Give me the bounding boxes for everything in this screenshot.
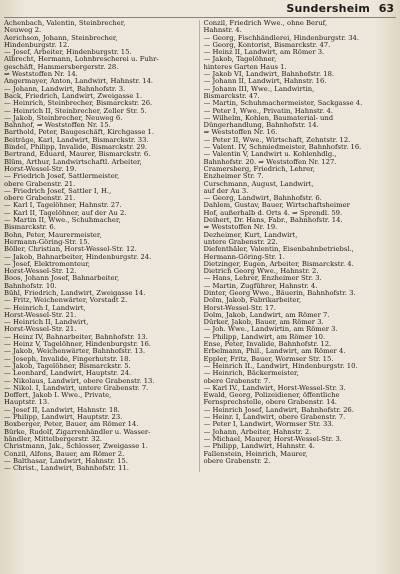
directory-entry-line: Christmann, Jak., Schlosser, Zweigasse 1. (4, 443, 148, 451)
directory-entry-line: hinteres Garten Haus 1. (203, 63, 287, 71)
directory-entry-line: Beiträge, Karl, Landwirt, Bismarckstr. 33. (4, 136, 149, 144)
directory-entry-line: Doffert, Jakob I. Wwe., Private, (4, 392, 112, 400)
directory-entry-line: Angermayer, Anton, Landwirt, Hahnstr. 14. (4, 78, 154, 86)
page-title: Sundersheim (286, 2, 370, 15)
directory-entry-line: — Josef, Elektromonteur, (4, 260, 90, 268)
directory-entry-line: — Karl I, Tagelöhner, Hahnstr. 27. (4, 202, 122, 210)
right-column (200, 20, 397, 472)
directory-entry-line: — Georg, Fischhändlerei, Hindenburgstr. 34. (203, 34, 360, 42)
directory-entry-line: Erbelmann, Phil., Landwirt, am Römer 4. (203, 348, 346, 356)
directory-entry-line: — Johann, Arbeiter, Hahnstr. 2. (203, 428, 312, 436)
directory-entry-line: Horst-Wessel-Str. 21. (4, 326, 77, 334)
directory-entry-line: obere Grabenstr. 7. (203, 377, 271, 385)
directory-entry-line: Achenbach, Valentin, Steinbrecher, (4, 20, 126, 27)
directory-entry-line: — Heinrich II, Steinbrecher, Zeller Str. 5. (4, 107, 147, 115)
directory-entry-line: — Nikol. I, Landwirt, untere Grabenstr. 7. (4, 384, 149, 392)
directory-entry-line: — Georg, Landwirt, Bahnhofstr. 6. (203, 195, 322, 203)
directory-entry-line: Diefenthäler, Valentin, Eisenbahnbetriebsl., (203, 246, 354, 254)
directory-entry-line: geschäft, Hammersbergerstr. 28. (4, 63, 119, 71)
directory-entry-line: Fernsprechstelle, obere Grabenstr. 14. (203, 399, 337, 407)
directory-entry-line: — Josef, Arbeiter, Hindenburgstr. 15. (4, 49, 132, 57)
directory-entry-line: Bohn, Peter, Maurermeister, (4, 231, 102, 239)
directory-entry-line: — Jakob, Weichenwärter, Bahnhofstr. 13. (4, 348, 146, 356)
directory-entry-line: Bismarckstr. 47. (203, 92, 260, 100)
directory-entry-line: Bürke, Rudolf, Zigarrenhändler u. Wasser- (4, 428, 151, 436)
directory-columns (4, 20, 396, 472)
directory-entry-line: — Jakob, Bahnarbeiter, Hindenburgstr. 24. (4, 253, 152, 261)
directory-entry-line: — Heinrich I, Landwirt, (4, 304, 86, 312)
directory-entry-line: Neuweg 2. (4, 27, 42, 35)
directory-entry-line: obere Grabenstr. 2. (203, 457, 271, 465)
directory-entry-line: obere Grabenstr. 21. (4, 180, 76, 188)
directory-entry-line: Hermann-Göring-Str. 1. (203, 253, 285, 261)
directory-entry-line: Dietrich Georg Wwe., Hahnstr. 2. (203, 268, 319, 276)
directory-entry-line: — Balthasar, Landwirt, Hahnstr. 15. (4, 457, 128, 465)
directory-entry-line: — Christ., Landwirt, Bahnhofstr. 11. (4, 465, 129, 473)
directory-entry-line: — Georg, Kontorist, Bismarckstr. 47. (203, 41, 331, 49)
directory-entry-line: Bertrand, Eduard, Maurer, Bismarckstr. 6. (4, 151, 151, 159)
directory-entry-line: Aerichson, Johann, Steinbrecher, (4, 34, 118, 42)
directory-entry-line: — Heinrich II, Landwirt, (4, 319, 89, 327)
directory-entry-line: — Leonhard, Landwirt, Hauptstr. 24. (4, 370, 132, 378)
directory-entry-line: — Philipp, Landwirt, Hahnstr. 4. (203, 443, 315, 451)
directory-entry-line: — Jakob, Steinbrecher, Neuweg 6. (4, 114, 123, 122)
directory-entry-line: Eppler, Fritz, Bauer, Wormser Str. 15. (203, 355, 334, 363)
directory-entry-line: — Heinr. I, Landwirt, obere Grabenstr. 7. (203, 414, 346, 422)
directory-entry-line: Dezheimer, Kurt, Landwirt, (203, 231, 298, 239)
directory-entry-line: — Fritz, Weichenwärter, Vorstadt 2. (4, 297, 128, 305)
directory-entry-line: — Jakob VI, Landwirt, Bahnhofstr. 18. (203, 71, 335, 79)
directory-entry-line: Hermann-Göring-Str. 15. (4, 238, 90, 246)
directory-entry-line: händler, Mittelbergerstr. 32. (4, 435, 103, 443)
directory-entry-line: — Friedrich Josef, Sattler I, H., (4, 187, 112, 195)
directory-entry-line: — Nikolaus, Landwirt, obere Grabenstr. 13. (4, 377, 155, 385)
directory-entry-line: auf der Au 3. (203, 187, 249, 195)
directory-entry-line: Dietzinger, Eugen, Arbeiter, Bismarckstr. 4. (203, 260, 354, 268)
directory-entry-line: Horst-Wessel-Str. 17. (203, 304, 276, 312)
directory-entry-line: obere Grabenstr. 21. (4, 195, 76, 203)
directory-entry-line: Bindel, Philipp, Invalide, Bismarckstr. 29. (4, 144, 148, 152)
directory-entry-line: ⇒ Weststoffen Nr. 16. (203, 129, 278, 137)
directory-entry-line: Conzil, Friedrich Wwe., ohne Beruf, (203, 20, 328, 27)
directory-entry-line: — Peter I, Wwe., Privatin, Hahnstr. 4. (203, 107, 333, 115)
directory-entry-line: Deihert, Dr. Hans, Fabr., Bahnhofstr. 14. (203, 217, 343, 225)
directory-entry-line: — Johann, Landwirt, Bahnhofstr. 3. (4, 85, 126, 93)
directory-entry-line: — Valent. IV, Schmiedmeister, Bahnhofstr. 16. (203, 144, 362, 152)
directory-entry-line: ⇒ Weststoffen Nr. 19. (203, 224, 278, 232)
directory-entry-line: — Michael, Maurer, Horst-Wessel-Str. 3. (203, 435, 342, 443)
directory-entry-line: — Peter I, Landwirt, Wormser Str. 33. (203, 421, 334, 429)
directory-entry-line: Boxberger, Peter, Bauer, am Römer 14. (4, 421, 139, 429)
directory-entry-line: — Johann II, Landwirt, Hahnstr. 16. (203, 78, 327, 86)
directory-entry-line: — Jakob, Tagelöhner, Bismarckstr. 5. (4, 362, 131, 370)
directory-entry-line: Bahnhof, ⇒ Weststoffen Nr. 15. (4, 122, 111, 130)
directory-entry-line: — Karl IV., Landwirt, Horst-Wessel-Str. 3. (203, 384, 346, 392)
directory-entry-line: Hahnstr. 4. (203, 27, 242, 35)
directory-entry-line: — Heinz II, Landwirt, am Römer 3. (203, 49, 325, 57)
directory-entry-line: Conzil, Alfons, Bauer, am Römer 2. (4, 450, 125, 458)
directory-entry-line: Boos, Johann Josef, Bahnarbeiter, (4, 275, 120, 283)
directory-entry-line: — Valentin V, Landwirt u. Kohlenhdlg., (203, 151, 337, 159)
directory-entry-line: — Karl II, Tagelöhner, auf der Au 2. (4, 209, 127, 217)
directory-entry-line: — Philipp, Landwirt, am Römer 10. (203, 333, 326, 341)
directory-entry-line: — Jakob, Tagelöhner, (203, 56, 277, 64)
directory-entry-line: Hauptstr. 13. (4, 399, 50, 407)
directory-entry-line: — Joseph, Invalide, Fingerhutstr. 18. (4, 355, 131, 363)
directory-entry-line: — Hans, Lehrer, Enzheimer Str. 3. (203, 275, 322, 283)
directory-entry-line: Albrecht, Hermann, Lohnbrescherei u. Fuhr- (4, 56, 159, 64)
directory-entry-line: — Heinrich Josef, Landwirt, Bahnhofstr. 26. (203, 406, 354, 414)
directory-entry-line: — Martin, Zugführer, Hahnstr. 4. (203, 282, 318, 290)
directory-entry-line: Back, Friedrich, Landwirt, Zweigasse 1. (4, 92, 143, 100)
directory-entry-line: — Martin II, Wwe., Schuhmacher, (4, 217, 121, 225)
directory-entry-line: Barthold, Peter, Baugeschäft, Kirchgasse 1. (4, 129, 155, 137)
directory-entry-line: Fallenstein, Heinrich, Maurer, (203, 450, 308, 458)
directory-entry-line: — Heinrich II., Landwirt, Hindenburgstr. 10. (203, 362, 358, 370)
directory-entry-line: — Heinrich, Bäckermeister, (203, 370, 299, 378)
directory-entry-line: Dolm, Jakob, Fabrikarbeiter, (203, 297, 302, 305)
directory-entry-line: Horst-Wessel-Str. 21. (4, 311, 77, 319)
page-number: 63 (378, 2, 394, 15)
directory-entry-line: Dinter, Georg Wwe., Bäuerin, Bahnhofstr. 3. (203, 289, 356, 297)
page-header (4, 2, 396, 18)
directory-entry-line: Dolm, Jakob, Landwirt, am Römer 7. (203, 311, 330, 319)
directory-entry-line: Horst-Wessel-Str. 12. (4, 268, 77, 276)
directory-entry-line: Bühl, Friedrich, Landwirt, Zweigasse 14. (4, 289, 146, 297)
directory-entry-line: Bahnhofstr. 20. ⇒ Weststoffen Nr. 127. (203, 158, 337, 166)
directory-entry-line: — Peter II, Wwe., Wirtschaft, Zehntstr. 12. (203, 136, 351, 144)
directory-entry-line: Dürker, Jakob, Bauer, am Römer 3. (203, 319, 324, 327)
directory-entry-line: Cramersberg, Friedrich, Lehrer, (203, 165, 315, 173)
left-column (4, 20, 200, 472)
directory-entry-line: — Wilhelm, Kohlen, Baumaterial- und (203, 114, 334, 122)
directory-entry-line: Horst-Wessel-Str. 19. (4, 165, 77, 173)
directory-entry-line: Bahnhofstr. 10. (4, 282, 57, 290)
directory-entry-line: Düngerhandlung, Bahnhofstr. 14. (203, 122, 319, 130)
directory-entry-line: — Friedrich Josef, Sattlermeister, (4, 173, 120, 181)
directory-entry-line: — Martin, Schuhmachermeister, Sackgasse 4. (203, 100, 363, 108)
directory-entry-line: ⇒ Weststoffen Nr. 14. (4, 71, 78, 79)
directory-entry-line: — Johann III, Wwe., Landwirtin, (203, 85, 315, 93)
directory-entry-line: Hindenburgstr. 12. (4, 41, 70, 49)
directory-entry-line: untere Grabenstr. 22. (203, 238, 278, 246)
directory-entry-line: Enzheimer Str. 7. (203, 173, 264, 181)
directory-entry-line: Böller, Christian, Horst-Wessel-Str. 12. (4, 246, 137, 254)
directory-entry-line: Ense, Peter, Invalide, Bahnhofstr. 12. (203, 341, 332, 349)
directory-entry-line: — Heinz IV, Bahnarbeiter, Bahnhofstr. 13. (4, 333, 148, 341)
directory-entry-line: — Heinrich, Steinbrecher, Bismarckstr. 26. (4, 100, 153, 108)
directory-entry-line: Dahlem, Gustav, Bauer, Wirtschaftsheimer (203, 202, 350, 210)
directory-entry-line: Ewald, Georg, Polizeidiener, öffentliche (203, 392, 340, 400)
directory-entry-line: — Joh. Wwe., Landwirtin, am Römer 3. (203, 326, 338, 334)
directory-entry-line: Blüm, Arthur, Landwirtschaftl. Arbeiter, (4, 158, 142, 166)
directory-entry-line: Hof, außerhalb d. Orts 4. ⇒ Sprendl. 59. (203, 209, 343, 217)
directory-entry-line: — Heinz V, Tagelöhner, Hindenburgstr. 16. (4, 341, 151, 349)
directory-entry-line: Bismarckstr. 6. (4, 224, 56, 232)
directory-entry-line: Curschmann, August, Landwirt, (203, 180, 314, 188)
directory-entry-line: — Philipp, Landwirt, Hauptstr. 23. (4, 414, 123, 422)
directory-entry-line: — Josef II, Landwirt, Hahnstr. 18. (4, 406, 120, 414)
